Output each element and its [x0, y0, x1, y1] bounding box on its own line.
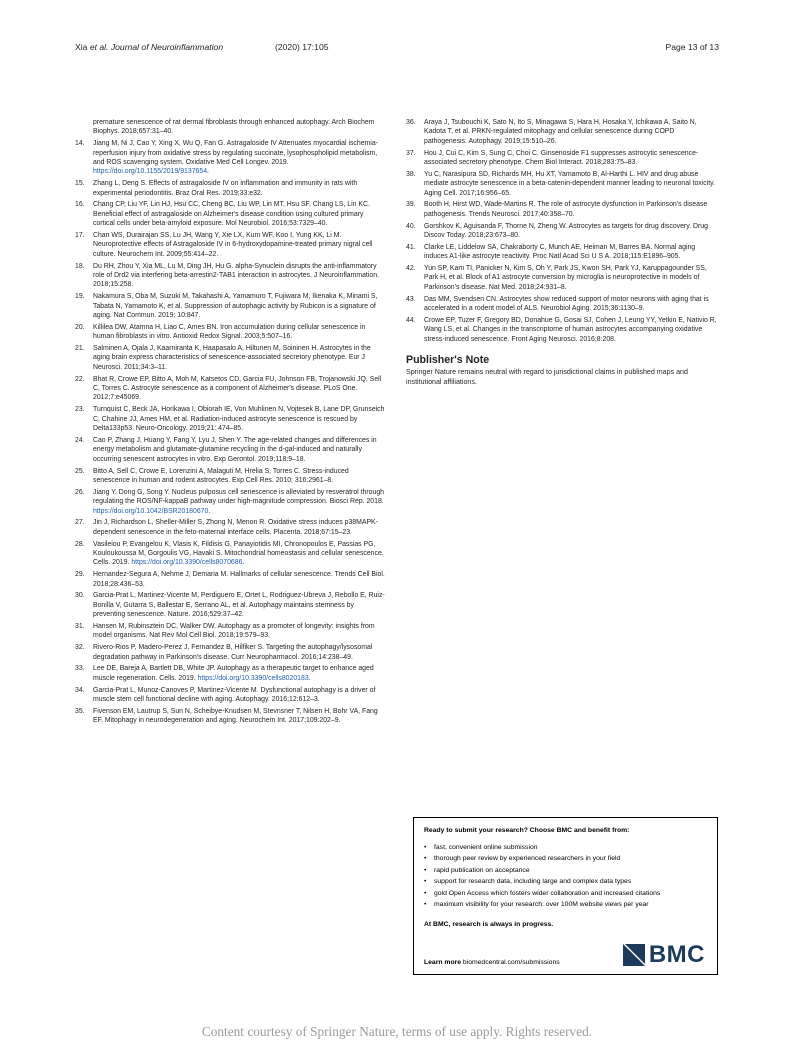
reference-text [93, 262, 385, 290]
reference-text [93, 686, 385, 705]
reference-number: 24. [75, 436, 85, 444]
reference-text [93, 518, 385, 537]
reference-body: Hernandez-Segura A, Nehme J, Demaria M. Hallmarks of cellular senescence. Trends Cell Biol. 2018;28:436–53. [93, 571, 385, 588]
journal-citation [75, 42, 223, 52]
bmc-benefit-list [424, 844, 707, 912]
reference-body: Killilea DW, Atamna H, Liao C, Ames BN. Iron accumulation during cellular senescence in human fibroblasts in vitro. Antioxid Redox Signal. 2003;5:507–16. [93, 323, 366, 341]
reference-number: 39. [406, 201, 416, 209]
reference-body: Du RH, Zhou Y, Xia ML, Lu M, Ding JH, Hu G. alpha-Synuclein disrupts the anti-inflammatory role of Drd2 via interfering beta-arrestin2-TAB1 interaction in astrocytes. J Neuroinflammation. 2018;15:258. [93, 262, 379, 289]
reference-item [75, 436, 385, 464]
references-right-column [406, 118, 718, 388]
reference-number: 20. [75, 323, 85, 331]
reference-number: 29. [75, 571, 85, 579]
reference-item [75, 344, 385, 372]
reference-number: 23. [75, 406, 85, 414]
reference-number: 26. [75, 488, 85, 496]
reference-item [406, 264, 718, 292]
reference-text [93, 570, 385, 589]
reference-number: 32. [75, 644, 85, 652]
reference-body: Bitto A, Sell C, Crowe E, Lorenzini A, Malaguti M, Hrelia S, Torres C. Stress-induced senescence in human and rodent astrocytes. Exp Cell Res. 2010; 316:2961–8. [93, 467, 349, 484]
reference-item [406, 170, 718, 198]
learn-more-link[interactable]: biomedcentral.com/submissions [461, 959, 560, 966]
reference-number: 38. [406, 170, 416, 178]
reference-item [406, 243, 718, 262]
reference-tail: . [308, 674, 311, 682]
reference-body: Lee DE, Bareja A, Bartlett DB, White JP. Autophagy as a therapeutic target to enhance aged muscle regeneration. Cells. 2019. [93, 665, 374, 682]
reference-number: 43. [406, 295, 416, 303]
reference-number: 41. [406, 243, 416, 251]
reference-item [75, 540, 385, 568]
reference-text [424, 170, 718, 198]
reference-text [424, 264, 718, 292]
reference-text [424, 118, 718, 146]
reference-number: 25. [75, 467, 85, 475]
reference-number: 16. [75, 201, 85, 209]
reference-text [93, 707, 385, 726]
reference-text [424, 222, 718, 241]
reference-body: Nakamura S, Oba M, Suzuki M, Takahashi A, Yamamuro T, Fujiwara M, Ikenaka K, Minami S, Tabata N, Yamamoto K, et al. Suppression of autophagic activity by Rubicon is a signature of aging. Nat Commun. 2019; 10:847. [93, 293, 378, 320]
reference-continuation: premature senescence of rat dermal fibroblasts through enhanced autophagy. Arch Biochem Biophys. 2018;657:31–40. [93, 119, 375, 136]
reference-text [93, 622, 385, 641]
reference-item [75, 518, 385, 537]
reference-body: Zhang L, Deng S. Effects of astragaloside IV on inflammation and immunity in rats with experimental periodontitis. Braz Oral Res. 2019;33:e32. [93, 180, 358, 197]
page-header [75, 42, 719, 56]
bmc-benefit-item: • maximum visibility for your research: over 100M website views per year [424, 901, 707, 912]
doi-link[interactable]: https://doi.org/10.1042/BSR20180670 [93, 507, 209, 515]
reference-number: 37. [406, 149, 416, 157]
right-reference-list [406, 118, 718, 344]
reference-text [93, 179, 385, 198]
reference-body: Clarke LE, Liddelow SA, Chakraborty C, Munch AE, Heiman M, Barres BA. Normal aging induces A1-like astrocyte reactivity. Proc Natl Acad Sci U S A. 2018;115:E1896–905. [424, 243, 696, 261]
reference-number: 30. [75, 592, 85, 600]
reference-item [406, 149, 718, 168]
page-number: Page 13 of 13 [665, 42, 719, 52]
reference-body: Yun SP, Kam TI, Panicker N, Kim S, Oh Y, Park JS, Kwon SH, Park YJ, Karuppagounder SS, Park H, et al. Block of A1 astrocyte conversion by microglia is neuroprotective in models of Parkinson's disease. Nat Med. 2018;24:931–8. [424, 265, 707, 291]
reference-body: Gorshkov K, Aguisanda F, Thorne N, Zheng W. Astrocytes as targets for drug discovery. Drug Discov Today. 2018;23:673–80. [424, 222, 708, 240]
reference-item [75, 292, 385, 320]
reference-item [406, 118, 718, 146]
reference-item [75, 622, 385, 641]
reference-number: 42. [406, 265, 416, 273]
reference-text [93, 200, 385, 228]
reference-body: Booth H, Hirst WD, Wade-Martins R. The role of astrocyte dysfunction in Parkinson's disease pathogenesis. Trends Neurosci. 2017;40:358–70. [424, 201, 708, 218]
reference-number: 34. [75, 686, 85, 694]
reference-number: 28. [75, 540, 85, 548]
doi-link[interactable]: https://doi.org/10.1155/2019/9137654 [93, 168, 208, 176]
bmc-logo-text: BMC [648, 941, 705, 968]
reference-item [75, 200, 385, 228]
copyright-footer: Content courtesy of Springer Nature, terms of use apply. Rights reserved. [201, 1024, 593, 1039]
reference-body: Cao P, Zhang J, Huang Y, Fang Y, Lyu J, Shen Y. The age-related changes and differences in energy metabolism and glutamate-glutamine recycling in the d-gal-induced and naturally occurring senescent astrocytes in vitro. Exp Gerontol. 2019;118:9–18. [93, 436, 377, 463]
reference-number: 27. [75, 519, 85, 527]
reference-number: 44. [406, 316, 416, 324]
references-left-column [75, 118, 385, 728]
year-volume: (2020) 17:105 [275, 42, 329, 52]
reference-text [93, 643, 385, 662]
reference-body: Garcia-Prat L, Munoz-Canoves P, Martinez-Vicente M. Dysfunctional autophagy is a driver of muscle stem cell functional decline with aging. Autophagy. 2016;12:612–3. [93, 686, 376, 703]
reference-body: Garcia-Prat L, Martinez-Vicente M, Perdiguero E, Ortet L, Rodriguez-Ubreva J, Rebollo E, Ruiz-Bonilla V, Gutarra S, Ballestar E, Serrano AL, et al. Autophagy maintains stemness by preventing senescence. Nature. 2016;529:37–42. [93, 592, 385, 619]
reference-body: Salminen A, Ojala J, Kaarniranta K, Haapasalo A, Hiltunen M, Soininen H. Astrocytes in the aging brain express characteristics of senescence-associated secretory phenotype. Eur J Neurosci. 2011;34:3–11. [93, 345, 371, 371]
reference-tail: . [242, 559, 245, 567]
bmc-logo-icon [623, 944, 645, 966]
reference-text [93, 344, 385, 372]
reference-text [93, 664, 385, 683]
reference-body: Hansen M, Rubinsztein DC, Walker DW. Autophagy as a promoter of longevity: insights from model organisms. Nat Rev Mol Cell Biol. 2018;19:579–93. [93, 622, 375, 640]
reference-item [75, 467, 385, 486]
reference-text [424, 200, 718, 219]
reference-body: Vasileiou P, Evangelou K, Vlasis K, Fildisis G, Panayiotidis MI, Chronopoulos E, Passias PG, Kouloukoussa M, Gorgoulis VG, Havaki S. Mitochondrial homeostasis and cellular senescence. Cells. 2019. [93, 540, 384, 567]
reference-item [406, 222, 718, 241]
reference-item [406, 316, 718, 344]
reference-text [93, 375, 385, 403]
reference-body: Jiang M, Ni J, Cao Y, Xing X, Wu Q, Fan G. Astragaloside IV Attenuates myocardial ischemia-reperfusion injury from oxidative stress by regulating succinate, lysophospholipid metabolism, and ROS scavenging system. Oxidative Med Cell Longev. 2019. [93, 140, 378, 167]
reference-item [75, 405, 385, 433]
reference-body: Chan WS, Durairajan SS, Lu JH, Wang Y, Xie LX, Kum WF, Koo I, Yung KK, Li M. Neuroprotective effects of Astragaloside IV in 6-hydroxydopamine-treated primary nigral cell culture. Neurochem Int. 2009;55:414–22. [93, 232, 373, 258]
reference-body: Hou J, Cui C, Kim S, Sung C, Choi C. Ginsenoside F1 suppresses astrocytic senescence-associated secretory phenotype. Chem Biol Interact. 2018;283:75–83. [424, 149, 699, 167]
bmc-advert-box [413, 817, 718, 975]
reference-text [424, 295, 718, 314]
reference-text [93, 540, 385, 568]
reference-text [93, 405, 385, 433]
reference-text [424, 316, 718, 344]
reference-number: 14. [75, 140, 85, 148]
publisher-note-title: Publisher's Note [406, 354, 490, 367]
learn-more-label: Learn more [424, 959, 462, 966]
bmc-progress-text: At BMC, research is always in progress. [424, 921, 554, 929]
reference-item [75, 570, 385, 589]
reference-item [75, 179, 385, 198]
doi-link[interactable]: https://doi.org/10.3390/cells8070686 [131, 559, 243, 567]
reference-body: Jiang Y, Dong G, Song Y. Nucleus pulposus cell senescence is alleviated by resveratrol through regulating the ROS/NF-kappaB pathway under high-magnitude compression. Biosci Rep. 2018. [93, 488, 384, 506]
reference-body: Fivenson EM, Lautrup S, Sun N, Scheibye-Knudsen M, Stevnsner T, Nilsen H, Bohr VA, Fang EF. Mitophagy in neurodegeneration and aging. Neurochem Int. 2017;109:202–9. [93, 707, 378, 725]
reference-body: Yu C, Narasipura SD, Richards MH, Hu XT, Yamamoto B, Al-Harthi L. HIV and drug abuse mediate astrocyte senescence in a beta-catenin-dependent manner leading to neuronal toxicity. Aging Cell. 2017;16:956–65. [424, 170, 715, 197]
publisher-note-text: Springer Nature remains neutral with regard to jurisdictional claims in published maps and institutional affiliations. [406, 368, 688, 387]
bmc-benefit-item: • rapid publication on acceptance [424, 867, 707, 878]
bmc-benefit-item: • gold Open Access which fosters wider collaboration and increased citations [424, 890, 707, 901]
bmc-benefit-item: • thorough peer review by experienced researchers in your field [424, 855, 707, 866]
reference-body: Das MM, Svendsen CN. Astrocytes show reduced support of motor neurons with aging that is accelerated in a rodent model of ALS. Neurobiol Aging. 2015;36:1130–9. [424, 295, 709, 313]
reference-body: Bhat R, Crowe EP, Bitto A, Moh M, Katsetos CD, Garcia FU, Johnson FB, Trojanowski JQ, Sell C, Torres C. Astrocyte senescence as a component of Alzheimer's disease. PLoS One. 2012;7:e45069. [93, 375, 382, 402]
reference-item [75, 488, 385, 516]
bmc-benefit-item: • fast, convenient online submission [424, 844, 707, 855]
reference-number: 17. [75, 232, 85, 240]
reference-item [75, 323, 385, 342]
reference-item [406, 200, 718, 219]
reference-item [75, 643, 385, 662]
reference-item [406, 295, 718, 314]
reference-body: Jin J, Richardson L, Sheller-Miller S, Zhong N, Menon R. Oxidative stress induces p38MAPK-dependent senescence in the feto-maternal interface cells. Placenta. 2018;67:15–23. [93, 519, 378, 536]
reference-text [93, 231, 385, 259]
reference-tail: . [207, 168, 209, 176]
reference-number: 36. [406, 119, 416, 126]
reference-item [75, 664, 385, 683]
journal-name: Journal of Neuroinflammation [108, 42, 224, 52]
bmc-benefit-item: • support for research data, including large and complex data types [424, 878, 707, 889]
et-al: et al. [89, 42, 109, 52]
bmc-headline: Ready to submit your research? Choose BMC and benefit from: [424, 827, 630, 834]
author-prefix: Xia [75, 42, 90, 52]
reference-number: 40. [406, 222, 416, 230]
reference-item [75, 139, 385, 177]
reference-text [93, 488, 385, 516]
reference-text [424, 149, 718, 168]
reference-body: Chang CP, Liu YF, Lin HJ, Hsu CC, Cheng BC, Liu WP, Lin MT, Hsu SF, Chang LS, Lin KC. Beneficial effect of astragaloside on Alzheimer's disease condition using cultured primary cortical cells under beta-amyloid exposure. Mol Neurobiol. 2016;53:7329–40. [93, 201, 370, 228]
reference-text [93, 591, 385, 619]
reference-number: 31. [75, 622, 85, 630]
reference-text [93, 292, 385, 320]
reference-body: Crowe EP, Tuzer F, Gregory BD, Donahue G, Gosai SJ, Cohen J, Leung YY, Yetkin E, Nativio R, Wang LS, et al. Changes in the transcriptome of human astrocytes accompanying oxidative stress-induced senescence. Front Aging Neurosci. 2016;8:208. [424, 316, 717, 343]
reference-number: 19. [75, 293, 85, 301]
reference-number: 21. [75, 345, 85, 353]
reference-tail: . [208, 507, 211, 515]
reference-number: 18. [75, 262, 85, 270]
reference-text [93, 467, 385, 486]
doi-link[interactable]: https://doi.org/10.3390/cells8020183 [197, 674, 309, 682]
reference-body: Rivero-Rios P, Madero-Perez J, Fernandez B, Hilfiker S. Targeting the autophagy/lysosomal degradation pathway in Parkinson's disease. Curr Neuropharmacol. 2016;14:238–49. [93, 644, 373, 661]
bmc-learn-more [424, 959, 560, 966]
reference-number: 35. [75, 707, 85, 715]
reference-body: Araya J, Tsubouchi K, Sato N, Ito S, Minagawa S, Hara H, Hosaka Y, Ichikawa A, Saito N, Kadota T, et al. PRKN-regulated mitophagy and cellular senescence during COPD pathogenesis. Autophagy. 2019;15:510–26. [424, 119, 697, 145]
reference-text [93, 323, 385, 342]
reference-text [93, 139, 385, 177]
reference-number: 33. [75, 665, 85, 673]
reference-text [424, 243, 718, 262]
reference-item [75, 231, 385, 259]
reference-number: 22. [75, 375, 85, 383]
reference-text [93, 436, 385, 464]
bmc-logo [623, 941, 705, 968]
reference-number: 15. [75, 180, 85, 188]
reference-item [75, 375, 385, 403]
reference-item [75, 591, 385, 619]
reference-body: Turnquist C, Beck JA, Horikawa I, Obiorah IE, Von Muhlinen N, Vojtesek B, Lane DP, Grunseich C, Chahine JJ, Ames HM, et al. Radiation-induced astrocyte senescence is rescued by Delta133p53. Neuro-Oncology. 2019;21: 474–85. [93, 406, 385, 433]
reference-item [75, 686, 385, 705]
reference-item [75, 262, 385, 290]
reference-item [75, 707, 385, 726]
